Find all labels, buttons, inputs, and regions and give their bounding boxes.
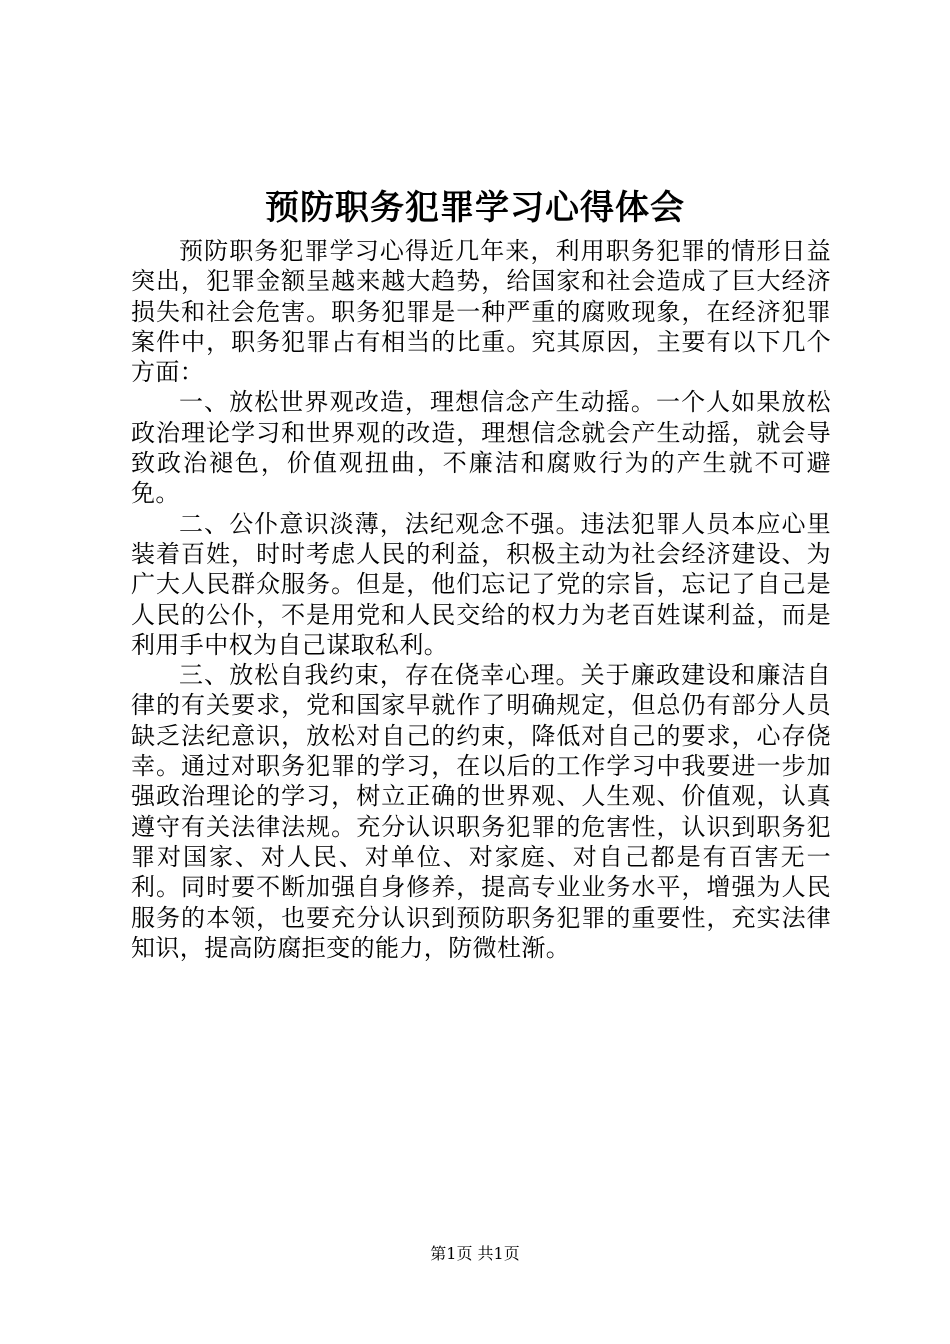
- paragraph-point-three: 三、放松自我约束，存在侥幸心理。关于廉政建设和廉洁自律的有关要求，党和国家早就作了明确规定，但总仍有部分人员缺乏法纪意识，放松对自己的约束，降低对自己的要求，心存侥幸。通过对职务犯罪的学习，在以后的工作学习中我要进一步加强政治理论的学习，树立正确的世界观、人生观、价值观，认真遵守有关法律法规。充分认识职务犯罪的危害性，认识到职务犯罪对国家、对人民、对单位、对家庭、对自己都是有百害无一利。同时要不断加强自身修养，提高专业业务水平，增强为人民服务的本领，也要充分认识到预防职务犯罪的重要性，充实法律知识，提高防腐拒变的能力，防微杜渐。: [131, 661, 831, 962]
- paragraph-point-two: 二、公仆意识淡薄，法纪观念不强。违法犯罪人员本应心里装着百姓，时时考虑人民的利益，积极主动为社会经济建设、为广大人民群众服务。但是，他们忘记了党的宗旨，忘记了自己是人民的公仆，不是用党和人民交给的权力为老百姓谋利益，而是利用手中权为自己谋取私利。: [131, 509, 831, 659]
- document-body: [131, 236, 831, 963]
- page-footer: 第1页 共1页: [430, 1244, 520, 1263]
- paragraph-point-one: 一、放松世界观改造，理想信念产生动摇。一个人如果放松政治理论学习和世界观的改造，理想信念就会产生动摇，就会导致政治褪色，价值观扭曲，不廉洁和腐败行为的产生就不可避免。: [131, 388, 831, 508]
- paragraph-intro: 预防职务犯罪学习心得近几年来，利用职务犯罪的情形日益突出，犯罪金额呈越来越大趋势，给国家和社会造成了巨大经济损失和社会危害。职务犯罪是一种严重的腐败现象，在经济犯罪案件中，职务犯罪占有相当的比重。究其原因，主要有以下几个方面：: [131, 237, 831, 387]
- document-title: 预防职务犯罪学习心得体会: [265, 188, 685, 228]
